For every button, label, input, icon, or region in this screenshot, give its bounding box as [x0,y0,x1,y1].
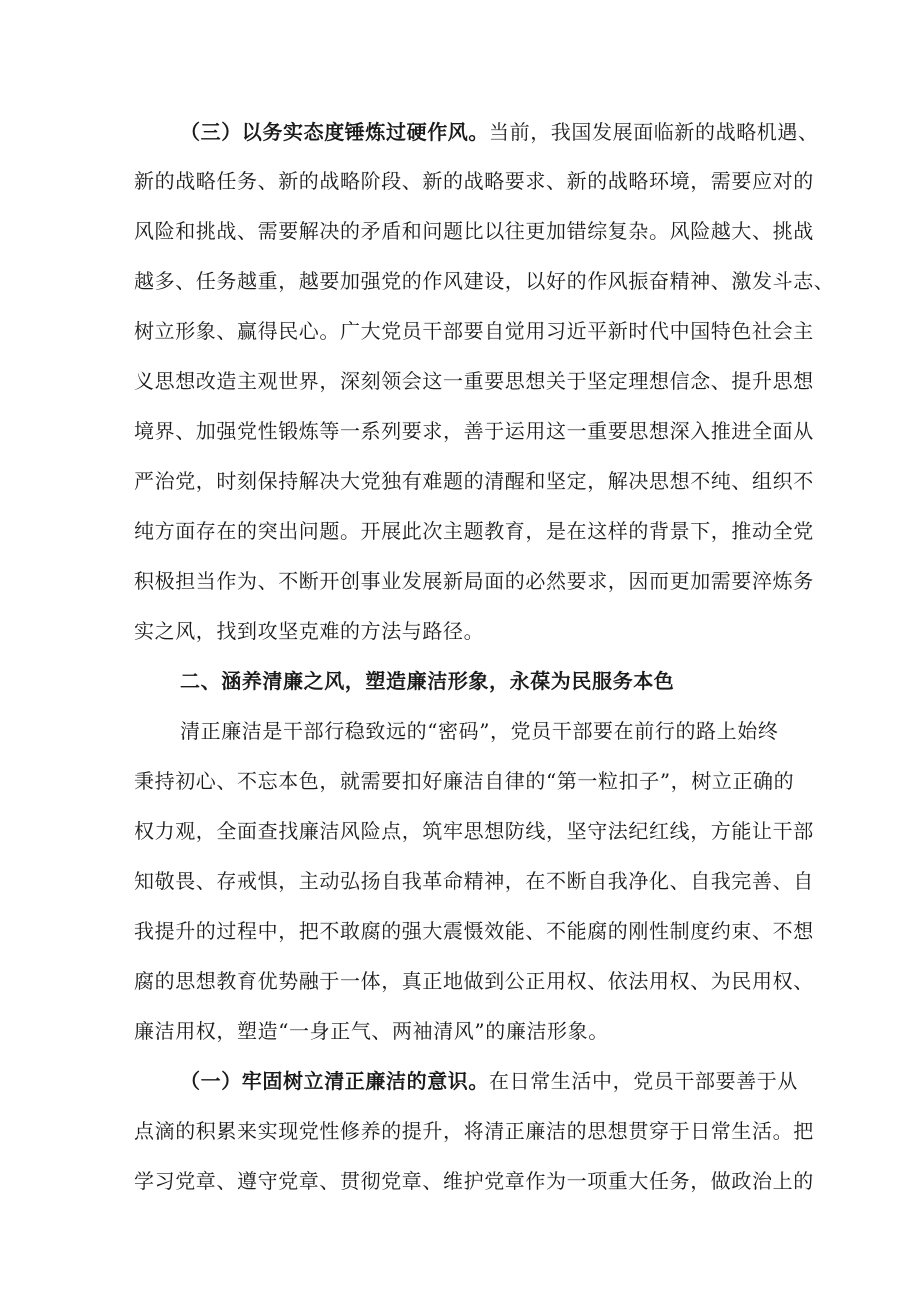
paragraph-line: 学习党章、遵守党章、贯彻党章、维护党章作为一项重大任务，做政治上的 [134,1169,814,1193]
paragraph-line: 境界、加强党性锻炼等一系列要求，善于运用这一重要思想深入推进全面从 [134,419,814,443]
subsection-heading: （三）以务实态度锤炼过硬作风。 [180,120,489,144]
paragraph-line: 我提升的过程中，把不敢腐的强大震慑效能、不能腐的刚性制度约束、不想 [134,919,814,943]
paragraph-line: 义思想改造主观世界，深刻领会这一重要思想关于坚定理想信念、提升思想 [134,369,814,393]
paragraph-line: 知敬畏、存戒惧，主动弘扬自我革命精神，在不断自我净化、自我完善、自 [134,869,814,893]
subsection-heading: （一）牢固树立清正廉洁的意识。 [180,1069,489,1093]
paragraph-line: 点滴的积累来实现党性修养的提升，将清正廉洁的思想贯穿于日常生活。把 [134,1119,814,1143]
paragraph-line: 廉洁用权，塑造“一身正气、两袖清风”的廉洁形象。 [134,1019,609,1043]
paragraph-line: 腐的思想教育优势融于一体，真正地做到公正用权、依法用权、为民用权、 [134,969,814,993]
paragraph-line: 新的战略任务、新的战略阶段、新的战略要求、新的战略环境，需要应对的 [134,169,814,193]
paragraph-line: （三）以务实态度锤炼过硬作风。当前，我国发展面临新的战略机遇、 [180,120,819,144]
paragraph-line: 清正廉洁是干部行稳致远的“密码”，党员干部要在前行的路上始终 [180,719,779,743]
paragraph-line: （一）牢固树立清正廉洁的意识。在日常生活中，党员干部要善于从 [180,1069,798,1093]
section-heading: 二、涵养清廉之风，塑造廉洁形象，永葆为民服务本色 [180,669,675,693]
paragraph-line: 纯方面存在的突出问题。开展此次主题教育，是在这样的背景下，推动全党 [134,519,814,543]
paragraph-line: 实之风，找到攻坚克难的方法与路径。 [134,619,485,643]
paragraph-line: 严治党，时刻保持解决大党独有难题的清醒和坚定，解决思想不纯、组织不 [134,469,814,493]
paragraph-line: 权力观，全面查找廉洁风险点，筑牢思想防线，坚守法纪红线，方能让干部 [134,819,814,843]
paragraph-line: 树立形象、赢得民心。广大党员干部要自觉用习近平新时代中国特色社会主 [134,319,814,343]
paragraph-line: 风险和挑战、需要解决的矛盾和问题比以往更加错综复杂。风险越大、挑战 [134,219,814,243]
paragraph-line: 积极担当作为、不断开创事业发展新局面的必然要求，因而更加需要淬炼务 [134,569,814,593]
paragraph-line: 秉持初心、不忘本色，就需要扣好廉洁自律的“第一粒扣子”，树立正确的 [134,769,795,793]
paragraph-line: 越多、任务越重，越要加强党的作风建设，以好的作风振奋精神、激发斗志、 [134,269,835,293]
